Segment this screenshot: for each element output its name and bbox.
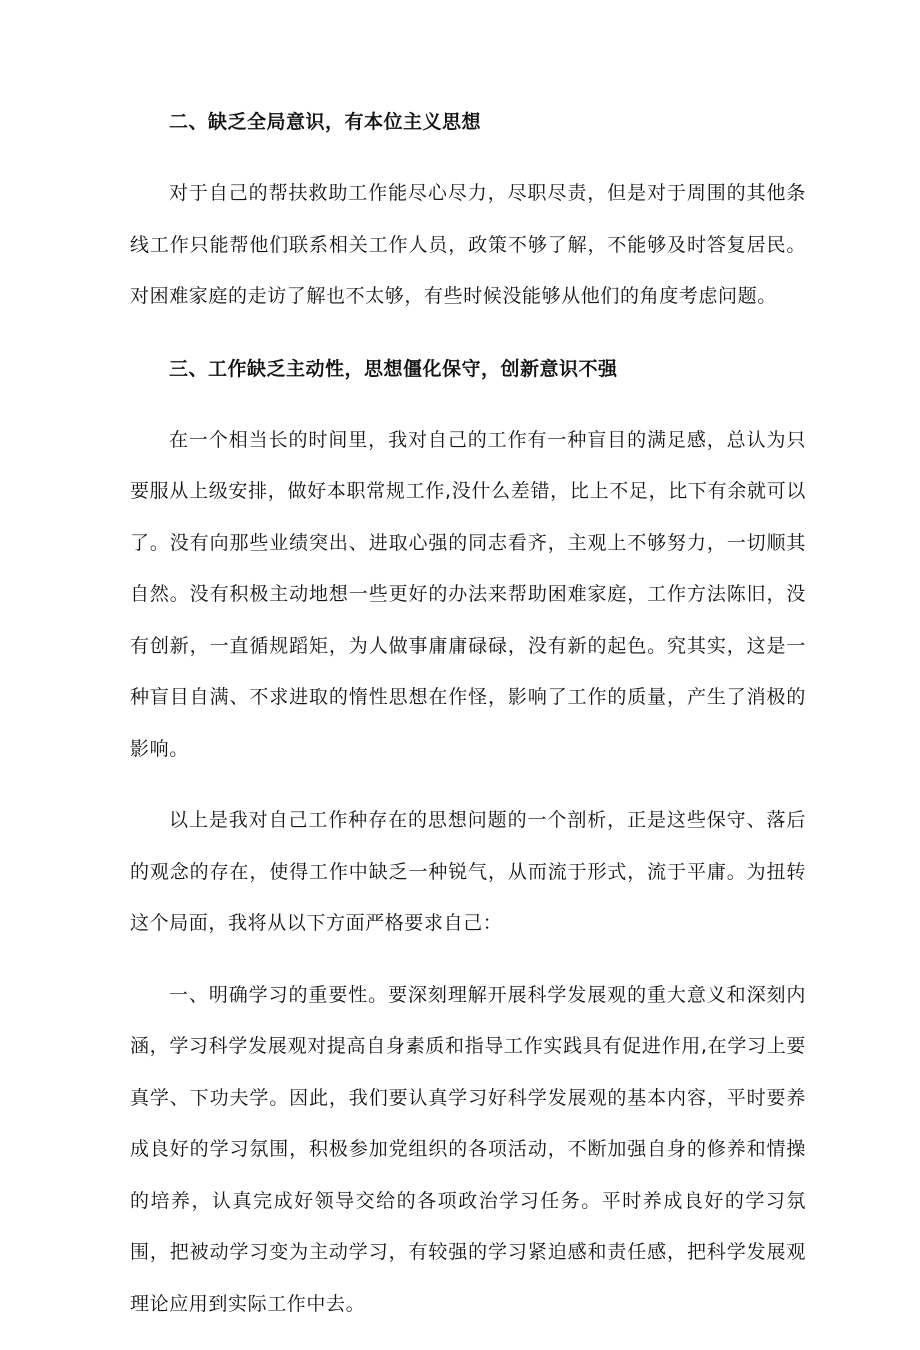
section-heading-3: 三、工作缺乏主动性，思想僵化保守，创新意识不强 (169, 357, 618, 380)
section-paragraph-3: 在一个相当长的时间里，我对自己的工作有一种盲目的满足感，总认为只要服从上级安排，做好本职常规工作,没什么差错，比上不足，比下有余就可以了。没有向那些业绩突出、进取心强的同志看齐，主观上不够努力，一切顺其自然。没有积极主动地想一些更好的办法来帮助困难家庭，工作方法陈旧，没有创新，一直循规蹈矩，为人做事庸庸碌碌，没有新的起色。究其实，这是一种盲目自满、不求进取的惰性思想在作怪，影响了工作的质量，产生了消极的影响。 (130, 428, 806, 760)
section-paragraph-2: 对于自己的帮扶救助工作能尽心尽力，尽职尽责，但是对于周围的其他条线工作只能帮他们联系相关工作人员，政策不够了解，不能够及时答复居民。对困难家庭的走访了解也不太够，有些时候没能够从他们的角度考虑问题。 (130, 182, 806, 307)
summary-paragraph: 以上是我对自己工作种存在的思想问题的一个剖析，正是这些保守、落后的观念的存在，使得工作中缺乏一种锐气，从而流于形式，流于平庸。为扭转这个局面，我将从以下方面严格要求自己： (130, 809, 806, 934)
section-heading-2: 二、缺乏全局意识，有本位主义思想 (169, 111, 482, 133)
document-page (130, 96, 806, 1350)
measure-paragraph-1: 一、明确学习的重要性。要深刻理解开展科学发展观的重大意义和深刻内涵，学习科学发展观对提高自身素质和指导工作实践具有促进作用,在学习上要真学、下功夫学。因此，我们要认真学习好科学发展观的基本内容，平时要养成良好的学习氛围，积极参加党组织的各项活动，不断加强自身的修养和情操的培养，认真完成好领导交给的各项政治学习任务。平时养成良好的学习氛围，把被动学习变为主动学习，有较强的学习紧迫感和责任感，把科学发展观理论应用到实际工作中去。 (130, 983, 806, 1315)
